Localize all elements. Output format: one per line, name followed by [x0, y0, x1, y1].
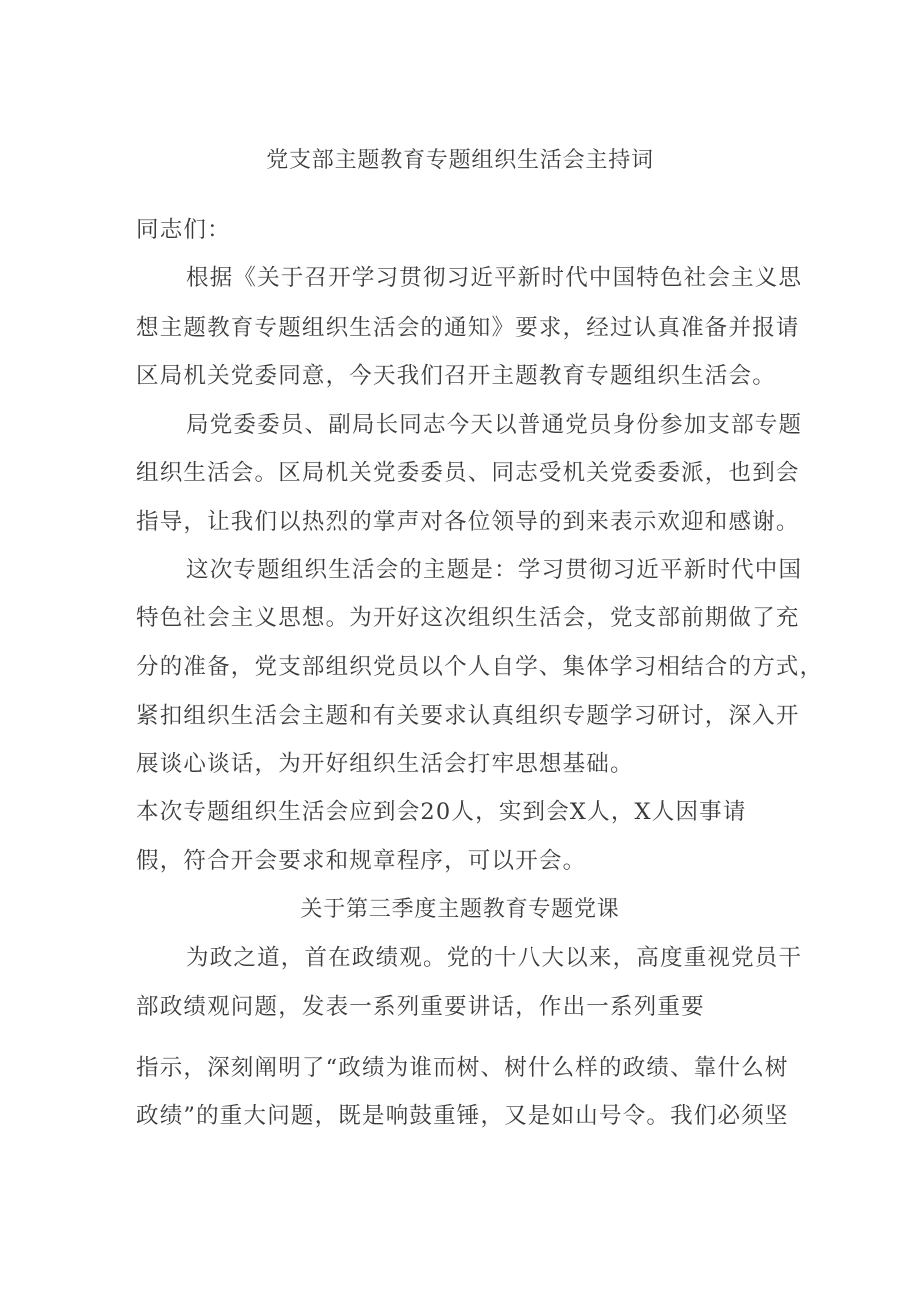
- paragraph-line: 紧扣组织生活会主题和有关要求认真组织专题学习研讨，深入开: [136, 703, 800, 729]
- paragraph-line: 想主题教育专题组织生活会的通知》要求，经过认真准备并报请: [136, 315, 800, 341]
- greeting: 同志们：: [136, 217, 231, 243]
- paragraph-line: 部政绩观问题，发表一系列重要讲话，作出一系列重要: [136, 994, 705, 1020]
- paragraph-line: 区局机关党委同意，今天我们召开主题教育专题组织生活会。: [136, 363, 776, 389]
- paragraph-line: 这次专题组织生活会的主题是：学习贯彻习近平新时代中国: [186, 557, 803, 583]
- paragraph-line: 指示，深刻阐明了“政绩为谁而树、树什么样的政绩、靠什么树: [136, 1055, 789, 1081]
- paragraph-line: 本次专题组织生活会应到会20人，实到会X人，X人因事请: [136, 799, 747, 825]
- paragraph-line: 分的准备，党支部组织党员以个人自学、集体学习相结合的方式，: [136, 654, 824, 680]
- document-title: 党支部主题教育专题组织生活会主持词: [266, 148, 654, 173]
- paragraph-line: 指导，让我们以热烈的掌声对各位领导的到来表示欢迎和感谢。: [136, 509, 800, 535]
- paragraph-line: 假，符合开会要求和规章程序，可以开会。: [136, 848, 587, 874]
- paragraph-line: 政绩”的重大问题，既是响鼓重锤，又是如山号令。我们必须坚: [136, 1103, 789, 1129]
- paragraph-line: 展谈心谈话，为开好组织生活会打牢思想基础。: [136, 751, 634, 777]
- paragraph-line: 组织生活会。区局机关党委委员、同志受机关党委委派，也到会: [136, 460, 800, 486]
- paragraph-line: 根据《关于召开学习贯彻习近平新时代中国特色社会主义思: [186, 265, 803, 291]
- paragraph-line: 为政之道，首在政绩观。党的十八大以来，高度重视党员干: [186, 945, 803, 971]
- section-title: 关于第三季度主题教育专题党课: [300, 897, 620, 922]
- paragraph-line: 特色社会主义思想。为开好这次组织生活会，党支部前期做了充: [136, 605, 800, 631]
- paragraph-line: 局党委委员、副局长同志今天以普通党员身份参加支部专题: [186, 412, 803, 438]
